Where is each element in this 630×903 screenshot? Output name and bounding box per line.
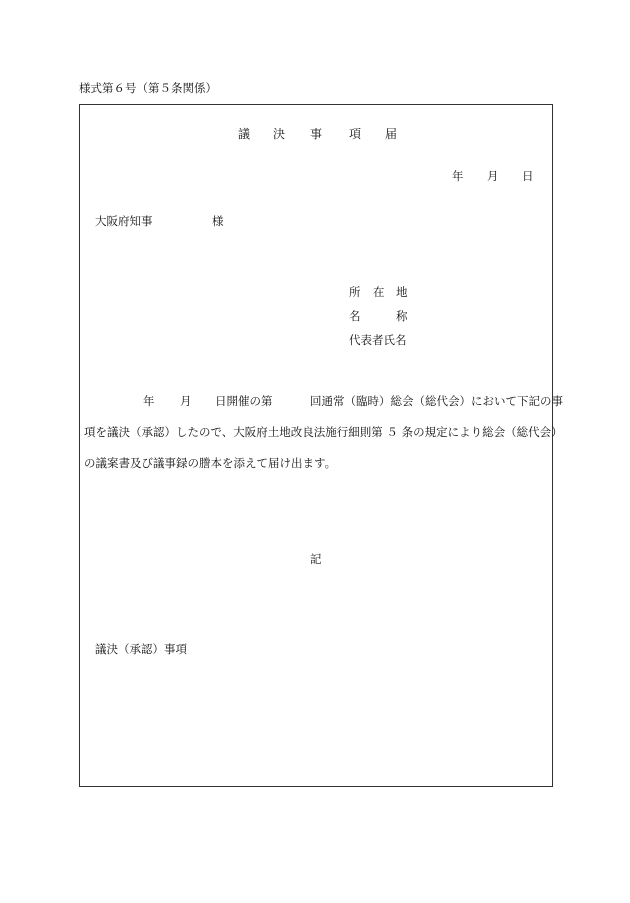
matters-label: 議決（承認）事項	[95, 642, 187, 656]
body-year: 年	[143, 394, 155, 408]
date-year: 年	[452, 169, 464, 183]
addressee-name: 大阪府知事	[95, 214, 153, 228]
body-month: 月	[180, 394, 192, 408]
addressee-suffix: 様	[212, 214, 224, 228]
title-char: 決	[273, 127, 286, 141]
form-number: 様式第６号（第５条関係）	[79, 81, 217, 95]
title-char: 事	[310, 127, 323, 141]
body-tail: 回通常（臨時）総会（総代会）において下記の事	[310, 394, 563, 408]
form-frame	[79, 104, 553, 787]
body-line-2: 項を議決（承認）したので、大阪府土地改良法施行細則第 ５ 条の規定により総会（総代会）	[84, 425, 563, 439]
title-char: 項	[349, 127, 362, 141]
body-day-text: 日開催の第	[215, 394, 273, 408]
field-representative-label: 代表者氏名	[349, 333, 407, 347]
title-char: 届	[385, 127, 398, 141]
ki-heading: 記	[310, 552, 322, 566]
date-month: 月	[487, 169, 499, 183]
title-char: 議	[238, 127, 251, 141]
date-day: 日	[522, 169, 534, 183]
document-page: 様式第６号（第５条関係） 議 決 事 項 届 年 月 日 大阪府知事 様 所 在 地 名 称 代表者氏名 年 月 日開催の第 回通常（臨時）総会（総代会）において下記の事 項を議決（承認）したので、大阪府土地改良法施行細則第 ５ 条の規定により総会（総代会） の議案書及び議事録の謄本を添えて届け出ます。 記 議決（承認）事項	[0, 0, 630, 903]
body-line-3: の議案書及び議事録の謄本を添えて届け出ます。	[84, 456, 337, 470]
